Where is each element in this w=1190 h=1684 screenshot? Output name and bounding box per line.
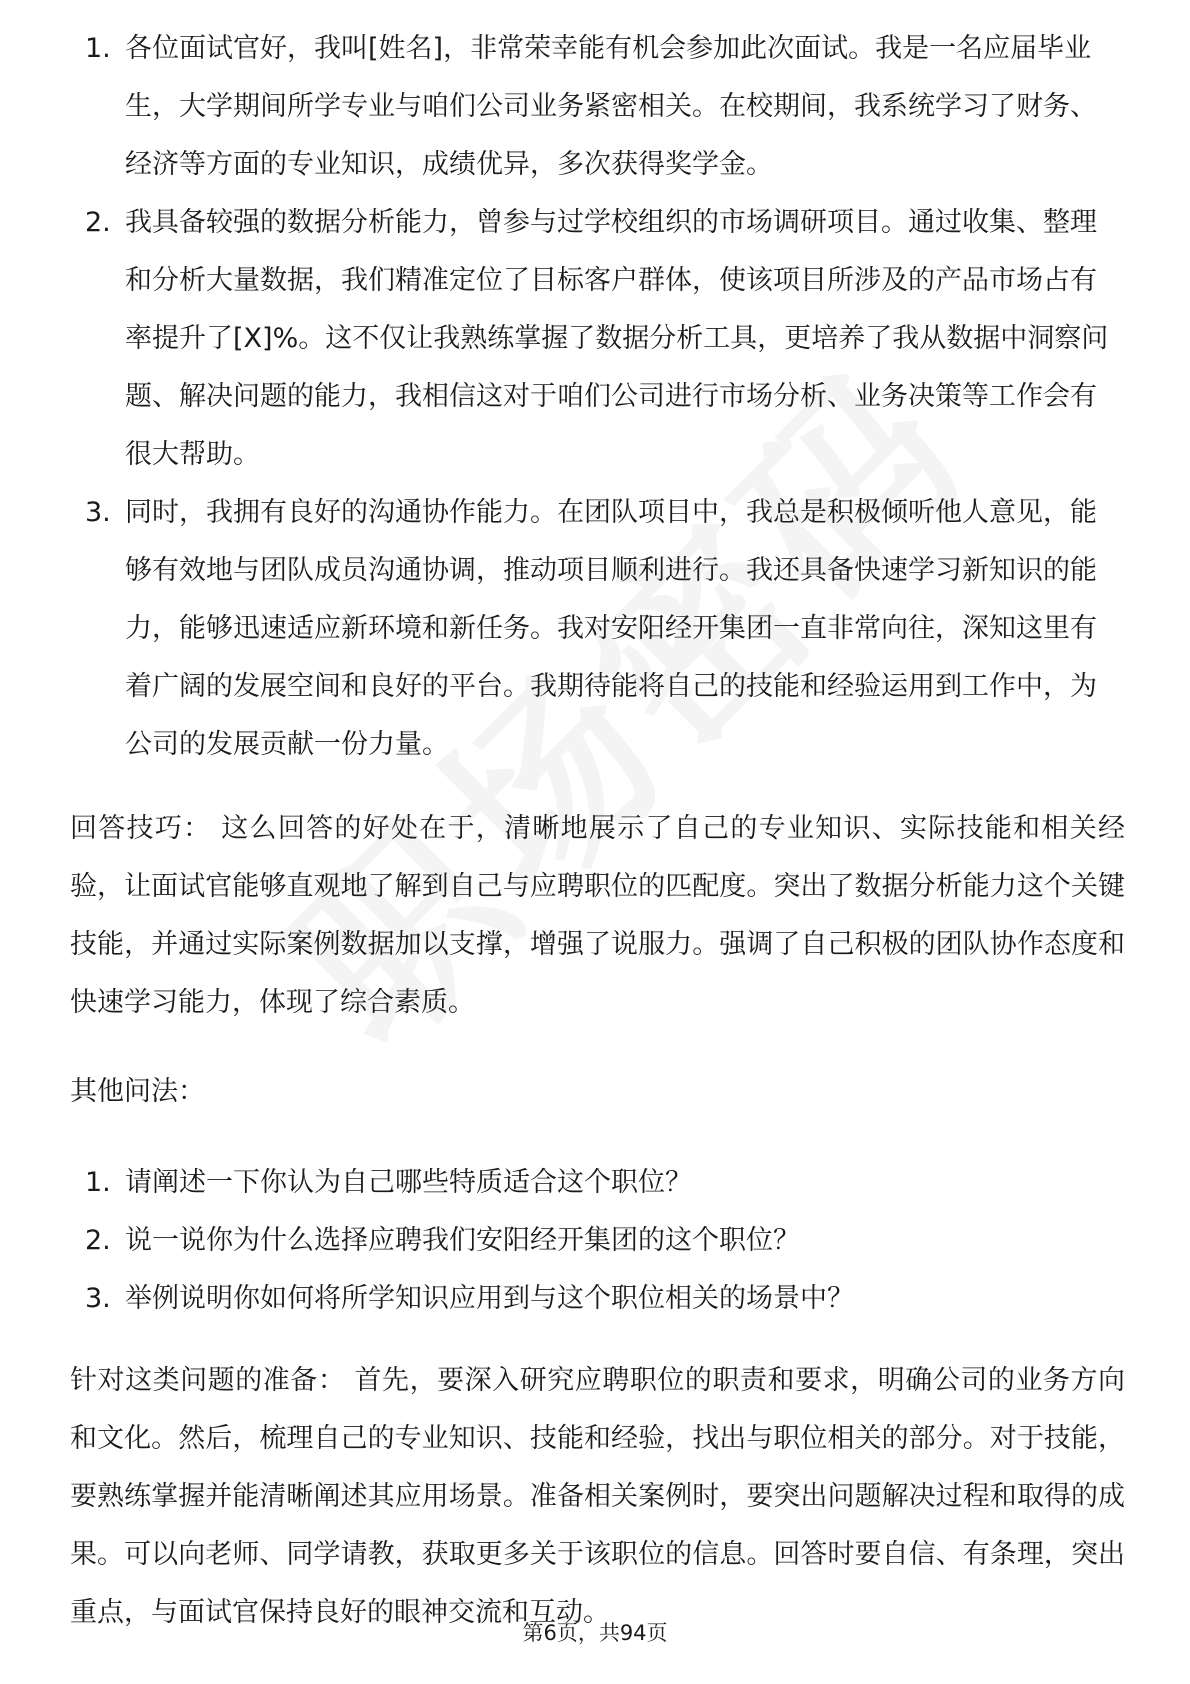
list-item-number: 2. xyxy=(85,207,111,238)
list-item-text: 请阐述一下你认为自己哪些特质适合这个职位？ xyxy=(125,1167,692,1198)
list-item-text: 各位面试官好，我叫[姓名]，非常荣幸能有机会参加此次面试。我是一名应届毕业生，大学期间所学专业与咱们公司业务紧密相关。在校期间，我系统学习了财务、经济等方面的专业知识，成绩优异，多次获得奖学金。 xyxy=(125,33,1097,180)
list-item xyxy=(0,20,1190,194)
other-questions-list xyxy=(0,1154,1190,1328)
list-item-text: 举例说明你如何将所学知识应用到与这个职位相关的场景中？ xyxy=(125,1283,854,1314)
list-item xyxy=(0,1270,1190,1328)
list-item-text: 同时，我拥有良好的沟通协作能力。在团队项目中，我总是积极倾听他人意见，能够有效地与团队成员沟通协调，推动项目顺利进行。我还具备快速学习新知识的能力，能够迅速适应新环境和新任务。我对安阳经开集团一直非常向往，深知这里有着广阔的发展空间和良好的平台。我期待能将自己的技能和经验运用到工作中，为公司的发展贡献一份力量。 xyxy=(125,497,1097,760)
preparation-advice: 针对这类问题的准备： 首先，要深入研究应聘职位的职责和要求，明确公司的业务方向和文化。然后，梳理自己的专业知识、技能和经验，找出与职位相关的部分。对于技能，要熟练掌握并能清晰阐述其应用场景。准备相关案例时，要突出问题解决过程和取得的成果。可以向老师、同学请教，获取更多关于该职位的信息。回答时要自信、有条理，突出重点，与面试官保持良好的眼神交流和互动。 xyxy=(70,1365,1125,1628)
list-item-text: 我具备较强的数据分析能力，曾参与过学校组织的市场调研项目。通过收集、整理和分析大量数据，我们精准定位了目标客户群体，使该项目所涉及的产品市场占有率提升了[X]%。这不仅让我熟练掌握了数据分析工具，更培养了我从数据中洞察问题、解决问题的能力，我相信这对于咱们公司进行市场分析、业务决策等工作会有很大帮助。 xyxy=(125,207,1109,470)
list-item-number: 3. xyxy=(85,497,111,528)
list-item-number: 1. xyxy=(85,33,111,64)
list-item xyxy=(0,194,1190,484)
answer-list xyxy=(0,20,1190,774)
list-item-number: 3. xyxy=(85,1283,111,1314)
page-number: 第6页，共94页 xyxy=(522,1621,668,1645)
list-item xyxy=(0,1154,1190,1212)
list-item-text: 说一说你为什么选择应聘我们安阳经开集团的这个职位？ xyxy=(125,1225,800,1256)
answer-tips: 回答技巧： 这么回答的好处在于，清晰地展示了自己的专业知识、实际技能和相关经验，让面试官能够直观地了解到自己与应聘职位的匹配度。突出了数据分析能力这个关键技能，并通过实际案例数据加以支撑，增强了说服力。强调了自己积极的团队协作态度和快速学习能力，体现了综合素质。 xyxy=(70,813,1125,1018)
list-item xyxy=(0,1212,1190,1270)
list-item xyxy=(0,484,1190,774)
other-questions-title: 其他问法： xyxy=(70,1076,205,1107)
list-item-number: 2. xyxy=(85,1225,111,1256)
list-item-number: 1. xyxy=(85,1167,111,1198)
